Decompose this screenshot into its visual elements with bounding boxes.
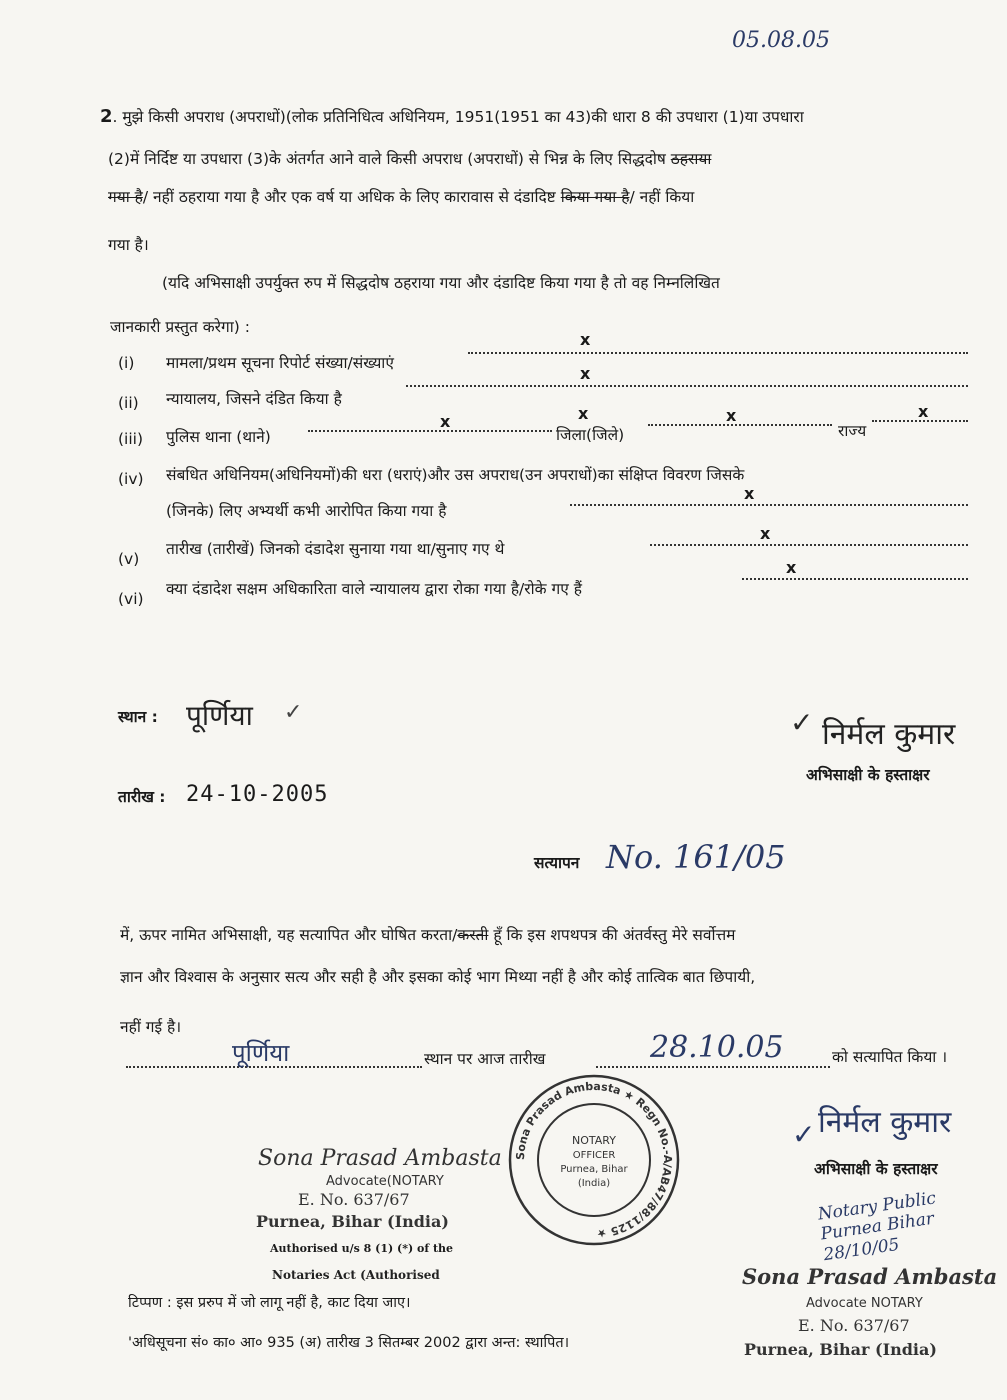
signature-tick-icon: ✓ [792,1118,816,1151]
notary-round-seal [506,1072,682,1248]
verification-number: No. 161/05 [606,838,786,876]
item-vi-number: (vi) [118,590,144,608]
item-iii-police-blank [308,430,552,432]
item-iii-number: (iii) [118,430,144,448]
clause-2-line-4: गया है। [108,236,149,254]
signature-1: निर्मल कुमार [822,717,956,752]
notary-place: Purnea, Bihar (India) [256,1212,449,1231]
notary-title: Advocate(NOTARY [326,1174,444,1189]
clause-2-text-1: . मुझे किसी अपराध (अपराधों)(लोक प्रतिनिधित्व अधिनियम, 1951(1951 का 43)की धारा 8 की उपधारा (1)या उपधारा [112,108,804,126]
cross-mark: x [726,406,737,425]
place-value: पूर्णिया [186,699,253,732]
clause-2-text-3: / नहीं ठहराया गया है और एक वर्ष या अधिक के लिए कारावास से दंडादिष्ट [142,188,556,206]
verification-line-1 [120,928,735,944]
item-iv-text: संबधित अधिनियम(अधिनियमों)की धरा (धराएं)और उस अपराध(उन अपराधों)का संक्षिप्त विवरण जिसके [166,466,745,484]
cross-mark: x [918,402,929,421]
clause-2-line-1 [100,108,804,126]
cross-mark: x [440,412,451,431]
verification-text-1b: हूँ कि इस शपथपत्र की अंतर्वस्तु मेरे सर्वोत्तम [493,926,736,944]
cross-mark: x [760,524,771,543]
signature-2-caption: अभिसाक्षी के हस्ताक्षर [814,1160,938,1178]
item-ii-number: (ii) [118,394,139,412]
struck-text: किया गया है [560,188,630,206]
cross-mark: x [744,484,755,503]
item-iv-number: (iv) [118,470,144,488]
notary-title-2: Advocate NOTARY [806,1296,923,1311]
signature-1-caption: अभिसाक्षी के हस्ताक्षर [806,766,930,784]
handwritten-notary-note: Notary Public Purnea Bihar 28/10/05 [816,1188,938,1266]
item-iv-blank [570,504,968,506]
authorised-line-1: Authorised u/s 8 (1) (*) of the [270,1242,454,1255]
conditional-paragraph-line-2: जानकारी प्रस्तुत करेगा) : [110,318,250,336]
cross-mark: x [578,404,589,423]
authorised-line-2: Notaries Act (Authorised [272,1268,440,1282]
signature-2: निर्मल कुमार [818,1105,952,1140]
clause-2-line-3 [108,190,694,206]
conditional-paragraph-line-1: (यदि अभिसाक्षी उपर्युक्त रुप में सिद्धदोष ठहराया गया और दंडादिष्ट किया गया है तो वह निम्नलिखित [162,274,720,292]
seal-inner-3: Purnea, Bihar [560,1164,628,1175]
clause-number: 2 [100,106,113,127]
notary-reg: E. No. 637/67 [298,1190,410,1209]
notary-name-2: Sona Prasad Ambasta [742,1264,998,1289]
item-v-number: (v) [118,550,140,568]
item-v-text: तारीख (तारीखें) जिनको दंडादेश सुनाया गया था/सुनाए गए थे [166,540,505,558]
cross-mark: x [580,330,591,349]
verification-heading: सत्यापन [534,854,580,872]
item-v-blank [650,544,968,546]
item-ii-text: न्यायालय, जिसने दंडित किया है [166,390,342,408]
verification-text-1: में, ऊपर नामित अभिसाक्षी, यह सत्यापित और घोषित करता/ [120,926,458,944]
verification-line-2: ज्ञान और विश्वास के अनुसार सत्य और सही है और इसका कोई भाग मिथ्या नहीं है और कोई तात्विक बात छिपायी, [120,968,756,986]
district-label: जिला(जिले) [556,426,625,444]
item-i-number: (i) [118,354,135,372]
notary-place-2: Purnea, Bihar (India) [744,1340,937,1359]
clause-2-text-2: (2)में निर्दिष्ट या उपधारा (3)के अंतर्गत आने वाले किसी अपराध (अपराधों) से भिन्न के लिए सिद्धदोष [108,150,666,168]
verification-date-handwritten: 28.10.05 [650,1030,784,1065]
handwritten-date: 05.08.05 [732,28,830,53]
seal-inner-2: OFFICER [572,1150,616,1161]
verification-line-3: नहीं गई है। [120,1018,182,1036]
cross-mark: x [580,364,591,383]
seal-inner-1: NOTARY [572,1134,616,1147]
footer-note: टिप्पण : इस प्ररुप में जो लागू नहीं है, काट दिया जाए। [128,1295,411,1311]
struck-text: गया है [108,188,143,206]
item-iv-text-2: (जिनके) लिए अभ्यर्थी कभी आरोपित किया गया है [166,502,447,520]
item-i-text: मामला/प्रथम सूचना रिपोर्ट संख्या/संख्याएं [166,354,394,372]
place-label: स्थान : [118,708,158,726]
date-value: 24-10-2005 [186,782,329,807]
clause-2-text-3b: / नहीं किया [629,188,695,206]
seal-outer-text: Sona Prasad Ambasta ★ Regn No.-A/AB47/88/1125 ★ [513,1079,675,1241]
struck-text: करती [457,926,489,944]
item-ii-blank [406,385,968,387]
date-label: तारीख : [118,788,166,806]
clause-2-line-2 [108,152,711,168]
cross-mark: x [786,558,797,577]
verification-date-blank [596,1066,830,1068]
verification-place-handwritten: पूर्णिया [232,1039,290,1067]
item-i-blank [468,352,968,354]
item-vi-text: क्या दंडादेश सक्षम अधिकारिता वाले न्यायालय द्वारा रोका गया है/रोके गए हैं [166,580,582,598]
item-iii-district-blank [648,424,832,426]
verification-end-text: को सत्यापित किया । [832,1048,948,1066]
state-label: राज्य [838,422,867,440]
struck-text: ठहराया [670,150,712,168]
signature-tick-icon: ✓ [790,706,814,739]
footer-notification: 'अधिसूचना सं० का० आ० 935 (अ) तारीख 3 सितम्बर 2002 द्वारा अन्त: स्थापित। [128,1335,570,1351]
item-iii-text: पुलिस थाना (थाने) [166,428,271,446]
seal-inner-4: (India) [577,1178,611,1189]
verification-place-text: स्थान पर आज तारीख [424,1050,546,1068]
notary-reg-2: E. No. 637/67 [798,1316,910,1335]
item-vi-blank [742,578,968,580]
notary-name: Sona Prasad Ambasta [258,1146,502,1171]
check-mark-icon: ✓ [284,700,303,725]
